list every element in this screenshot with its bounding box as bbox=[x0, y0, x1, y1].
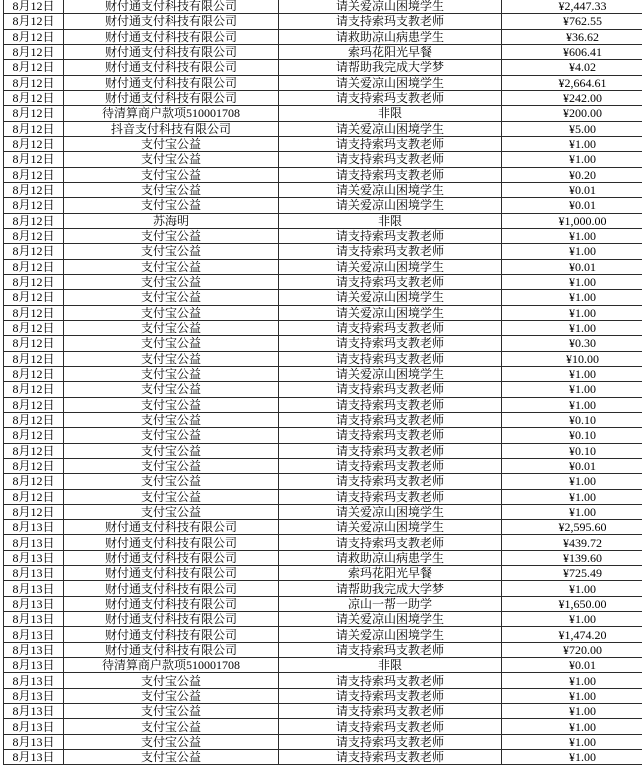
amount-cell[interactable]: ¥1,474.20 bbox=[502, 627, 642, 642]
purpose-cell[interactable]: 请支持索玛支教老师 bbox=[279, 673, 502, 688]
date-cell[interactable]: 8月12日 bbox=[4, 121, 64, 136]
date-cell[interactable]: 8月13日 bbox=[4, 566, 64, 581]
purpose-cell[interactable]: 请支持索玛支教老师 bbox=[279, 90, 502, 105]
amount-cell[interactable]: ¥1.00 bbox=[502, 290, 642, 305]
table-row bbox=[4, 167, 642, 182]
date-cell[interactable]: 8月12日 bbox=[4, 489, 64, 504]
purpose-cell[interactable]: 请关爱凉山困境学生 bbox=[279, 182, 502, 197]
purpose-cell[interactable]: 请支持索玛支教老师 bbox=[279, 642, 502, 657]
date-cell[interactable]: 8月13日 bbox=[4, 535, 64, 550]
payer-cell[interactable]: 支付宝公益 bbox=[64, 351, 279, 366]
date-cell[interactable]: 8月12日 bbox=[4, 198, 64, 213]
purpose-cell[interactable]: 请关爱凉山困境学生 bbox=[279, 290, 502, 305]
purpose-cell[interactable]: 请支持索玛支教老师 bbox=[279, 704, 502, 719]
payer-cell[interactable]: 支付宝公益 bbox=[64, 320, 279, 335]
purpose-cell[interactable]: 请关爱凉山困境学生 bbox=[279, 305, 502, 320]
table-row bbox=[4, 213, 642, 228]
payer-cell[interactable]: 财付通支付科技有限公司 bbox=[64, 14, 279, 29]
amount-cell[interactable]: ¥200.00 bbox=[502, 106, 642, 121]
table-row bbox=[4, 535, 642, 550]
table-row bbox=[4, 719, 642, 734]
date-cell[interactable]: 8月12日 bbox=[4, 90, 64, 105]
table-row bbox=[4, 550, 642, 565]
amount-cell[interactable]: ¥0.01 bbox=[502, 658, 642, 673]
date-cell[interactable]: 8月12日 bbox=[4, 182, 64, 197]
purpose-cell[interactable]: 请支持索玛支教老师 bbox=[279, 228, 502, 243]
date-cell[interactable]: 8月12日 bbox=[4, 290, 64, 305]
date-cell[interactable]: 8月12日 bbox=[4, 351, 64, 366]
date-cell[interactable]: 8月13日 bbox=[4, 673, 64, 688]
payer-cell[interactable]: 支付宝公益 bbox=[64, 443, 279, 458]
date-cell[interactable]: 8月12日 bbox=[4, 167, 64, 182]
table-row bbox=[4, 428, 642, 443]
amount-cell[interactable]: ¥10.00 bbox=[502, 351, 642, 366]
amount-cell[interactable]: ¥1.00 bbox=[502, 474, 642, 489]
payer-cell[interactable]: 财付通支付科技有限公司 bbox=[64, 90, 279, 105]
amount-cell[interactable]: ¥1.00 bbox=[502, 244, 642, 259]
payer-cell[interactable]: 支付宝公益 bbox=[64, 458, 279, 473]
date-cell[interactable]: 8月12日 bbox=[4, 213, 64, 228]
purpose-cell[interactable]: 请支持索玛支教老师 bbox=[279, 750, 502, 765]
payer-cell[interactable]: 支付宝公益 bbox=[64, 259, 279, 274]
payer-cell[interactable]: 支付宝公益 bbox=[64, 412, 279, 427]
table-row bbox=[4, 734, 642, 749]
purpose-cell[interactable]: 索玛花阳光早餐 bbox=[279, 566, 502, 581]
payer-cell[interactable]: 支付宝公益 bbox=[64, 750, 279, 765]
date-cell[interactable]: 8月12日 bbox=[4, 75, 64, 90]
payer-cell[interactable]: 财付通支付科技有限公司 bbox=[64, 60, 279, 75]
payer-cell[interactable]: 财付通支付科技有限公司 bbox=[64, 75, 279, 90]
purpose-cell[interactable]: 请支持索玛支教老师 bbox=[279, 535, 502, 550]
purpose-cell[interactable]: 请救助凉山病患学生 bbox=[279, 550, 502, 565]
payer-cell[interactable]: 支付宝公益 bbox=[64, 305, 279, 320]
table-row bbox=[4, 566, 642, 581]
purpose-cell[interactable]: 请支持索玛支教老师 bbox=[279, 274, 502, 289]
amount-cell[interactable]: ¥1.00 bbox=[502, 504, 642, 519]
amount-cell[interactable]: ¥725.49 bbox=[502, 566, 642, 581]
date-cell[interactable]: 8月13日 bbox=[4, 612, 64, 627]
date-cell[interactable]: 8月13日 bbox=[4, 581, 64, 596]
table-row bbox=[4, 750, 642, 765]
table-row bbox=[4, 336, 642, 351]
date-cell[interactable]: 8月12日 bbox=[4, 366, 64, 381]
amount-cell[interactable]: ¥1.00 bbox=[502, 274, 642, 289]
table-row bbox=[4, 642, 642, 657]
date-cell[interactable]: 8月12日 bbox=[4, 382, 64, 397]
table-row bbox=[4, 489, 642, 504]
date-cell[interactable]: 8月13日 bbox=[4, 688, 64, 703]
date-cell[interactable]: 8月12日 bbox=[4, 60, 64, 75]
amount-cell[interactable]: ¥720.00 bbox=[502, 642, 642, 657]
amount-cell[interactable]: ¥2,664.61 bbox=[502, 75, 642, 90]
amount-cell[interactable]: ¥1.00 bbox=[502, 397, 642, 412]
payer-cell[interactable]: 财付通支付科技有限公司 bbox=[64, 612, 279, 627]
purpose-cell[interactable]: 请支持索玛支教老师 bbox=[279, 734, 502, 749]
table-row bbox=[4, 274, 642, 289]
amount-cell[interactable]: ¥0.01 bbox=[502, 259, 642, 274]
payer-cell[interactable]: 支付宝公益 bbox=[64, 688, 279, 703]
table-row bbox=[4, 244, 642, 259]
payer-cell[interactable]: 支付宝公益 bbox=[64, 397, 279, 412]
amount-cell[interactable]: ¥1.00 bbox=[502, 489, 642, 504]
table-row bbox=[4, 704, 642, 719]
payer-cell[interactable]: 支付宝公益 bbox=[64, 734, 279, 749]
purpose-cell[interactable]: 请支持索玛支教老师 bbox=[279, 474, 502, 489]
purpose-cell[interactable]: 请关爱凉山困境学生 bbox=[279, 259, 502, 274]
payer-cell[interactable]: 支付宝公益 bbox=[64, 167, 279, 182]
amount-cell[interactable]: ¥1.00 bbox=[502, 581, 642, 596]
payer-cell[interactable]: 支付宝公益 bbox=[64, 336, 279, 351]
table-row bbox=[4, 627, 642, 642]
purpose-cell[interactable]: 非限 bbox=[279, 658, 502, 673]
purpose-cell[interactable]: 请支持索玛支教老师 bbox=[279, 397, 502, 412]
purpose-cell[interactable]: 请支持索玛支教老师 bbox=[279, 167, 502, 182]
purpose-cell[interactable]: 请支持索玛支教老师 bbox=[279, 136, 502, 151]
purpose-cell[interactable]: 请支持索玛支教老师 bbox=[279, 428, 502, 443]
amount-cell[interactable]: ¥1.00 bbox=[502, 228, 642, 243]
date-cell[interactable]: 8月13日 bbox=[4, 719, 64, 734]
table-row bbox=[4, 90, 642, 105]
payer-cell[interactable]: 支付宝公益 bbox=[64, 719, 279, 734]
purpose-cell[interactable]: 请支持索玛支教老师 bbox=[279, 489, 502, 504]
payer-cell[interactable]: 财付通支付科技有限公司 bbox=[64, 44, 279, 59]
date-cell[interactable]: 8月12日 bbox=[4, 228, 64, 243]
amount-cell[interactable]: ¥1.00 bbox=[502, 612, 642, 627]
purpose-cell[interactable]: 请关爱凉山困境学生 bbox=[279, 121, 502, 136]
table-row bbox=[4, 198, 642, 213]
table-row bbox=[4, 14, 642, 29]
amount-cell[interactable]: ¥1.00 bbox=[502, 136, 642, 151]
amount-cell[interactable]: ¥5.00 bbox=[502, 121, 642, 136]
payer-cell[interactable]: 财付通支付科技有限公司 bbox=[64, 0, 279, 14]
amount-cell[interactable]: ¥1.00 bbox=[502, 320, 642, 335]
date-cell[interactable]: 8月13日 bbox=[4, 550, 64, 565]
table-row bbox=[4, 228, 642, 243]
payer-cell[interactable]: 财付通支付科技有限公司 bbox=[64, 581, 279, 596]
table-row bbox=[4, 504, 642, 519]
amount-cell[interactable]: ¥1.00 bbox=[502, 719, 642, 734]
amount-cell[interactable]: ¥2,447.33 bbox=[502, 0, 642, 14]
amount-cell[interactable]: ¥1,000.00 bbox=[502, 213, 642, 228]
table-row bbox=[4, 60, 642, 75]
purpose-cell[interactable]: 请支持索玛支教老师 bbox=[279, 336, 502, 351]
payer-cell[interactable]: 财付通支付科技有限公司 bbox=[64, 550, 279, 565]
amount-cell[interactable]: ¥242.00 bbox=[502, 90, 642, 105]
table-row bbox=[4, 44, 642, 59]
amount-cell[interactable]: ¥439.72 bbox=[502, 535, 642, 550]
table-row bbox=[4, 474, 642, 489]
purpose-cell[interactable]: 请关爱凉山困境学生 bbox=[279, 627, 502, 642]
date-cell[interactable]: 8月13日 bbox=[4, 658, 64, 673]
date-cell[interactable]: 8月12日 bbox=[4, 320, 64, 335]
payer-cell[interactable]: 支付宝公益 bbox=[64, 198, 279, 213]
payer-cell[interactable]: 支付宝公益 bbox=[64, 673, 279, 688]
purpose-cell[interactable]: 请关爱凉山困境学生 bbox=[279, 366, 502, 381]
amount-cell[interactable]: ¥4.02 bbox=[502, 60, 642, 75]
purpose-cell[interactable]: 请支持索玛支教老师 bbox=[279, 719, 502, 734]
purpose-cell[interactable]: 请支持索玛支教老师 bbox=[279, 244, 502, 259]
amount-cell[interactable]: ¥0.01 bbox=[502, 182, 642, 197]
purpose-cell[interactable]: 请支持索玛支教老师 bbox=[279, 320, 502, 335]
table-row bbox=[4, 412, 642, 427]
date-cell[interactable]: 8月12日 bbox=[4, 0, 64, 14]
date-cell[interactable]: 8月12日 bbox=[4, 44, 64, 59]
table-row bbox=[4, 121, 642, 136]
amount-cell[interactable]: ¥1.00 bbox=[502, 152, 642, 167]
amount-cell[interactable]: ¥0.30 bbox=[502, 336, 642, 351]
purpose-cell[interactable]: 请关爱凉山困境学生 bbox=[279, 0, 502, 14]
date-cell[interactable]: 8月12日 bbox=[4, 244, 64, 259]
purpose-cell[interactable]: 请支持索玛支教老师 bbox=[279, 443, 502, 458]
date-cell[interactable]: 8月13日 bbox=[4, 750, 64, 765]
payer-cell[interactable]: 支付宝公益 bbox=[64, 504, 279, 519]
table-row bbox=[4, 182, 642, 197]
amount-cell[interactable]: ¥1.00 bbox=[502, 734, 642, 749]
table-row bbox=[4, 458, 642, 473]
date-cell[interactable]: 8月13日 bbox=[4, 520, 64, 535]
purpose-cell[interactable]: 请支持索玛支教老师 bbox=[279, 382, 502, 397]
amount-cell[interactable]: ¥0.01 bbox=[502, 198, 642, 213]
payer-cell[interactable]: 财付通支付科技有限公司 bbox=[64, 535, 279, 550]
date-cell[interactable]: 8月12日 bbox=[4, 428, 64, 443]
purpose-cell[interactable]: 请支持索玛支教老师 bbox=[279, 458, 502, 473]
date-cell[interactable]: 8月12日 bbox=[4, 106, 64, 121]
date-cell[interactable]: 8月13日 bbox=[4, 734, 64, 749]
date-cell[interactable]: 8月12日 bbox=[4, 136, 64, 151]
payer-cell[interactable]: 支付宝公益 bbox=[64, 366, 279, 381]
purpose-cell[interactable]: 请关爱凉山困境学生 bbox=[279, 198, 502, 213]
table-row bbox=[4, 397, 642, 412]
payer-cell[interactable]: 财付通支付科技有限公司 bbox=[64, 29, 279, 44]
date-cell[interactable]: 8月12日 bbox=[4, 336, 64, 351]
payer-cell[interactable]: 支付宝公益 bbox=[64, 244, 279, 259]
table-row bbox=[4, 290, 642, 305]
purpose-cell[interactable]: 请支持索玛支教老师 bbox=[279, 14, 502, 29]
table-row bbox=[4, 382, 642, 397]
payer-cell[interactable]: 财付通支付科技有限公司 bbox=[64, 642, 279, 657]
purpose-cell[interactable]: 请帮助我完成大学梦 bbox=[279, 60, 502, 75]
table-row bbox=[4, 596, 642, 611]
payer-cell[interactable]: 支付宝公益 bbox=[64, 382, 279, 397]
table-row bbox=[4, 443, 642, 458]
date-cell[interactable]: 8月12日 bbox=[4, 397, 64, 412]
date-cell[interactable]: 8月12日 bbox=[4, 152, 64, 167]
table-row bbox=[4, 0, 642, 14]
date-cell[interactable]: 8月12日 bbox=[4, 458, 64, 473]
amount-cell[interactable]: ¥0.10 bbox=[502, 412, 642, 427]
payer-cell[interactable]: 待清算商户款项510001708 bbox=[64, 658, 279, 673]
purpose-cell[interactable]: 非限 bbox=[279, 106, 502, 121]
amount-cell[interactable]: ¥2,595.60 bbox=[502, 520, 642, 535]
table-row bbox=[4, 152, 642, 167]
amount-cell[interactable]: ¥762.55 bbox=[502, 14, 642, 29]
purpose-cell[interactable]: 请关爱凉山困境学生 bbox=[279, 612, 502, 627]
purpose-cell[interactable]: 请支持索玛支教老师 bbox=[279, 351, 502, 366]
date-cell[interactable]: 8月12日 bbox=[4, 474, 64, 489]
payer-cell[interactable]: 支付宝公益 bbox=[64, 428, 279, 443]
table-row bbox=[4, 320, 642, 335]
amount-cell[interactable]: ¥0.10 bbox=[502, 443, 642, 458]
purpose-cell[interactable]: 索玛花阳光早餐 bbox=[279, 44, 502, 59]
amount-cell[interactable]: ¥1.00 bbox=[502, 704, 642, 719]
payer-cell[interactable]: 抖音支付科技有限公司 bbox=[64, 121, 279, 136]
purpose-cell[interactable]: 请关爱凉山困境学生 bbox=[279, 75, 502, 90]
payer-cell[interactable]: 苏海明 bbox=[64, 213, 279, 228]
amount-cell[interactable]: ¥606.41 bbox=[502, 44, 642, 59]
payer-cell[interactable]: 支付宝公益 bbox=[64, 136, 279, 151]
date-cell[interactable]: 8月12日 bbox=[4, 29, 64, 44]
table-row bbox=[4, 75, 642, 90]
date-cell[interactable]: 8月12日 bbox=[4, 504, 64, 519]
amount-cell[interactable]: ¥1.00 bbox=[502, 750, 642, 765]
amount-cell[interactable]: ¥1.00 bbox=[502, 305, 642, 320]
amount-cell[interactable]: ¥1.00 bbox=[502, 366, 642, 381]
table-row bbox=[4, 366, 642, 381]
payer-cell[interactable]: 支付宝公益 bbox=[64, 228, 279, 243]
purpose-cell[interactable]: 非限 bbox=[279, 213, 502, 228]
transactions-table bbox=[3, 0, 642, 765]
payer-cell[interactable]: 支付宝公益 bbox=[64, 274, 279, 289]
date-cell[interactable]: 8月13日 bbox=[4, 627, 64, 642]
purpose-cell[interactable]: 请支持索玛支教老师 bbox=[279, 152, 502, 167]
payer-cell[interactable]: 支付宝公益 bbox=[64, 704, 279, 719]
date-cell[interactable]: 8月12日 bbox=[4, 274, 64, 289]
amount-cell[interactable]: ¥1,650.00 bbox=[502, 596, 642, 611]
amount-cell[interactable]: ¥0.10 bbox=[502, 428, 642, 443]
payer-cell[interactable]: 财付通支付科技有限公司 bbox=[64, 566, 279, 581]
table-row bbox=[4, 136, 642, 151]
table-row bbox=[4, 29, 642, 44]
payer-cell[interactable]: 支付宝公益 bbox=[64, 290, 279, 305]
date-cell[interactable]: 8月13日 bbox=[4, 704, 64, 719]
purpose-cell[interactable]: 请关爱凉山困境学生 bbox=[279, 520, 502, 535]
payer-cell[interactable]: 财付通支付科技有限公司 bbox=[64, 596, 279, 611]
payer-cell[interactable]: 支付宝公益 bbox=[64, 152, 279, 167]
date-cell[interactable]: 8月12日 bbox=[4, 259, 64, 274]
payer-cell[interactable]: 财付通支付科技有限公司 bbox=[64, 627, 279, 642]
table-row bbox=[4, 305, 642, 320]
amount-cell[interactable]: ¥139.60 bbox=[502, 550, 642, 565]
table-row bbox=[4, 673, 642, 688]
payer-cell[interactable]: 支付宝公益 bbox=[64, 474, 279, 489]
payer-cell[interactable]: 财付通支付科技有限公司 bbox=[64, 520, 279, 535]
date-cell[interactable]: 8月13日 bbox=[4, 642, 64, 657]
amount-cell[interactable]: ¥36.62 bbox=[502, 29, 642, 44]
table-row bbox=[4, 658, 642, 673]
date-cell[interactable]: 8月12日 bbox=[4, 443, 64, 458]
purpose-cell[interactable]: 请支持索玛支教老师 bbox=[279, 688, 502, 703]
amount-cell[interactable]: ¥0.20 bbox=[502, 167, 642, 182]
payer-cell[interactable]: 支付宝公益 bbox=[64, 182, 279, 197]
table-row bbox=[4, 520, 642, 535]
purpose-cell[interactable]: 凉山一帮一助学 bbox=[279, 596, 502, 611]
purpose-cell[interactable]: 请救助凉山病患学生 bbox=[279, 29, 502, 44]
date-cell[interactable]: 8月12日 bbox=[4, 305, 64, 320]
table-row bbox=[4, 688, 642, 703]
date-cell[interactable]: 8月12日 bbox=[4, 14, 64, 29]
date-cell[interactable]: 8月13日 bbox=[4, 596, 64, 611]
table-row bbox=[4, 581, 642, 596]
table-row bbox=[4, 351, 642, 366]
payer-cell[interactable]: 待清算商户款项510001708 bbox=[64, 106, 279, 121]
table-row bbox=[4, 259, 642, 274]
amount-cell[interactable]: ¥1.00 bbox=[502, 673, 642, 688]
table-row bbox=[4, 106, 642, 121]
purpose-cell[interactable]: 请支持索玛支教老师 bbox=[279, 412, 502, 427]
payer-cell[interactable]: 支付宝公益 bbox=[64, 489, 279, 504]
spreadsheet-viewport bbox=[3, 0, 642, 765]
amount-cell[interactable]: ¥1.00 bbox=[502, 382, 642, 397]
amount-cell[interactable]: ¥1.00 bbox=[502, 688, 642, 703]
purpose-cell[interactable]: 请关爱凉山困境学生 bbox=[279, 504, 502, 519]
purpose-cell[interactable]: 请帮助我完成大学梦 bbox=[279, 581, 502, 596]
table-row bbox=[4, 612, 642, 627]
date-cell[interactable]: 8月12日 bbox=[4, 412, 64, 427]
amount-cell[interactable]: ¥0.01 bbox=[502, 458, 642, 473]
